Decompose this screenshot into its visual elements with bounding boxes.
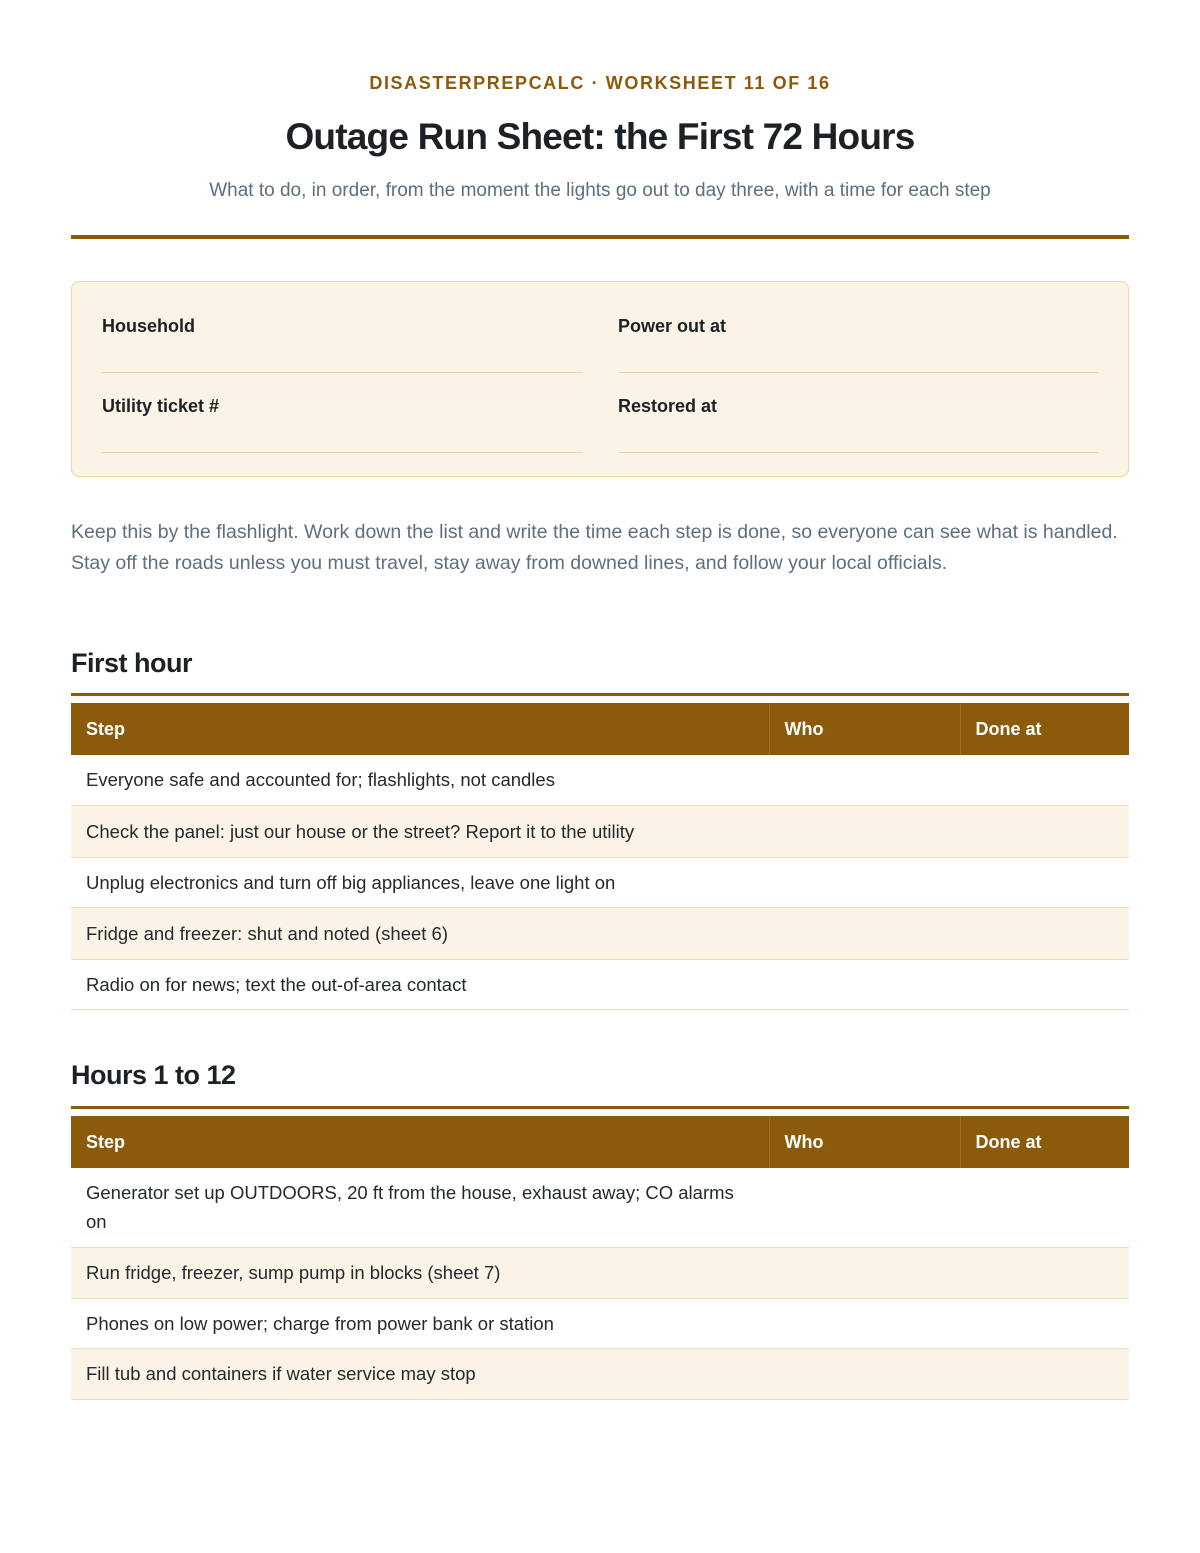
section-title-first-hour: First hour <box>71 648 192 678</box>
table-row <box>71 1348 1129 1399</box>
who-cell[interactable] <box>769 805 960 857</box>
who-cell[interactable] <box>769 755 960 805</box>
worksheet-kicker: DISASTERPREPCALC · WORKSHEET 11 OF 16 <box>369 73 831 93</box>
table-row <box>71 1168 1129 1247</box>
table-row <box>71 1298 1129 1348</box>
first-hour-table <box>71 703 1129 1010</box>
who-cell[interactable] <box>769 1168 960 1247</box>
section-title-hours-1-to-12: Hours 1 to 12 <box>71 1060 236 1090</box>
page-subtitle: What to do, in order, from the moment the lights go out to day three, with a time for each step <box>209 180 991 201</box>
intro-paragraph: Keep this by the flashlight. Work down the list and write the time each step is done, so everyone can see what is handled. Stay off the roads unless you must travel, stay away from downed lines, and follow your local officials. <box>71 521 1118 574</box>
column-header-who: Who <box>769 1116 960 1168</box>
done-at-cell[interactable] <box>960 805 1129 857</box>
who-cell[interactable] <box>769 1348 960 1399</box>
step-cell: Generator set up OUTDOORS, 20 ft from the house, exhaust away; CO alarms on <box>71 1168 769 1247</box>
household-info-box <box>71 281 1129 477</box>
table-header-row <box>71 1116 1129 1168</box>
section-divider <box>71 1106 1129 1109</box>
section-divider <box>71 693 1129 696</box>
done-at-cell[interactable] <box>960 1298 1129 1348</box>
column-header-done-at: Done at <box>960 1116 1129 1168</box>
power-out-at-field[interactable] <box>618 311 1099 373</box>
step-cell: Phones on low power; charge from power bank or station <box>71 1298 769 1348</box>
table-row <box>71 959 1129 1009</box>
table-row <box>71 907 1129 959</box>
done-at-cell[interactable] <box>960 755 1129 805</box>
step-cell: Unplug electronics and turn off big appliances, leave one light on <box>71 857 769 907</box>
step-cell: Everyone safe and accounted for; flashlights, not candles <box>71 755 769 805</box>
done-at-cell[interactable] <box>960 1247 1129 1298</box>
household-field[interactable] <box>102 311 583 373</box>
table-header-row <box>71 703 1129 755</box>
table-row <box>71 857 1129 907</box>
household-label: Household <box>102 316 195 336</box>
utility-ticket-label: Utility ticket # <box>102 396 220 416</box>
who-cell[interactable] <box>769 857 960 907</box>
restored-at-field[interactable] <box>618 391 1099 453</box>
who-cell[interactable] <box>769 1298 960 1348</box>
restored-at-label: Restored at <box>618 396 718 416</box>
done-at-cell[interactable] <box>960 1348 1129 1399</box>
step-cell: Run fridge, freezer, sump pump in blocks (sheet 7) <box>71 1247 769 1298</box>
table-row <box>71 805 1129 857</box>
done-at-cell[interactable] <box>960 857 1129 907</box>
table-row <box>71 1247 1129 1298</box>
done-at-cell[interactable] <box>960 907 1129 959</box>
step-cell: Check the panel: just our house or the street? Report it to the utility <box>71 805 769 857</box>
step-cell: Fill tub and containers if water service may stop <box>71 1348 769 1399</box>
step-cell: Fridge and freezer: shut and noted (sheet 6) <box>71 907 769 959</box>
page-title: Outage Run Sheet: the First 72 Hours <box>285 116 915 157</box>
column-header-step: Step <box>71 1116 769 1168</box>
hours-1-to-12-table <box>71 1116 1129 1400</box>
header-divider <box>71 235 1129 239</box>
power-out-at-label: Power out at <box>618 316 727 336</box>
column-header-who: Who <box>769 703 960 755</box>
utility-ticket-field[interactable] <box>102 391 583 453</box>
done-at-cell[interactable] <box>960 1168 1129 1247</box>
table-row <box>71 755 1129 805</box>
done-at-cell[interactable] <box>960 959 1129 1009</box>
step-cell: Radio on for news; text the out-of-area contact <box>71 959 769 1009</box>
who-cell[interactable] <box>769 907 960 959</box>
who-cell[interactable] <box>769 1247 960 1298</box>
column-header-step: Step <box>71 703 769 755</box>
who-cell[interactable] <box>769 959 960 1009</box>
column-header-done-at: Done at <box>960 703 1129 755</box>
